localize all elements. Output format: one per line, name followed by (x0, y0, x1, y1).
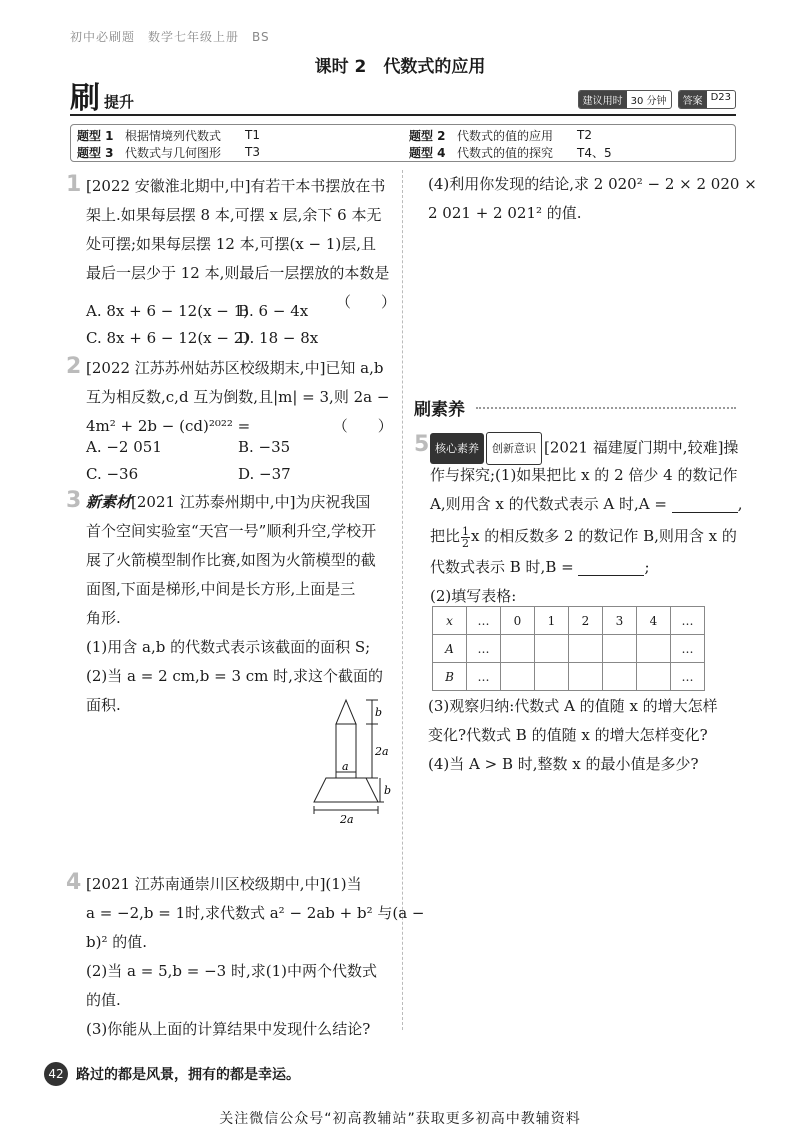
question-2-text: [2022 江苏苏州姑苏区校级期末,中]已知 a,b 互为相反数,c,d 互为倒数,且|m| = 3,则 2a − 4m² + 2b − (cd)²⁰²² = （ ） (86, 359, 393, 435)
option-b: B. 6 − 4x (238, 302, 309, 320)
table-cell-input[interactable] (603, 663, 637, 691)
table-cell-input[interactable] (535, 663, 569, 691)
value-table (432, 606, 705, 691)
bottom-note: 关注微信公众号“初高教辅站”获取更多初高中教辅资料 (219, 1111, 581, 1127)
triangle-top (336, 700, 356, 724)
page-number: 42 (44, 1062, 68, 1086)
header-rule (70, 114, 736, 116)
table-row: A … … (433, 635, 705, 663)
answer-blank-b[interactable] (578, 560, 644, 576)
time-info (578, 90, 736, 109)
lesson-title: 课时 2 代数式的应用 (314, 57, 486, 77)
question-5-continued: (3)观察归纳:代数式 A 的值随 x 的增大怎样 变化?代数式 B 的值随 x 的增大怎样变化? (4)当 A > B 时,整数 x 的最小值是多少? (428, 697, 718, 773)
fig-label-2a-base: 2a (340, 813, 354, 826)
option-a: A. −2 051 (86, 438, 162, 456)
question-number: 1 (66, 172, 82, 197)
core-literacy-badge: 核心素养 (430, 433, 484, 464)
option-d: D. −37 (238, 465, 291, 483)
fig-label-b-top: b (375, 706, 383, 719)
suggested-time: 建议用时 30 分钟 (578, 90, 672, 109)
table-cell-input[interactable] (603, 635, 637, 663)
type-row: 题型 2 代数式的值的应用 T2 (409, 128, 592, 143)
fig-label-a: a (342, 760, 349, 773)
trapezoid-bottom (314, 778, 378, 802)
question-types-box (70, 124, 736, 162)
brand-sub-title: 提升 (104, 93, 135, 111)
table-cell-input[interactable] (637, 635, 671, 663)
innovation-badge: 创新意识 (486, 432, 542, 465)
option-c: C. 8x + 6 − 12(x − 2) (86, 329, 250, 347)
fig-label-b-bottom: b (384, 784, 392, 797)
fraction-one-half: $\frac{1}{2}$ (462, 524, 470, 550)
question-number: 3 (66, 488, 82, 513)
new-material-tag: 新素材 (86, 493, 132, 511)
brand-section (70, 80, 134, 114)
answer-blank-a[interactable] (672, 497, 738, 513)
type-row: 题型 3 代数式与几何图形 T3 (77, 145, 260, 160)
table-cell-input[interactable] (535, 635, 569, 663)
brand-big-char: 刷 (70, 81, 100, 116)
table-row: x … 0 1 2 3 4 … (433, 607, 705, 635)
series-header: 初中必刷题 数学七年级上册 BS (70, 30, 270, 44)
column-divider (402, 170, 403, 1030)
table-cell-input[interactable] (569, 663, 603, 691)
option-a: A. 8x + 6 − 12(x − 1) (86, 302, 250, 320)
question-4-text: [2021 江苏南通崇川区校级期中,中](1)当 a = −2,b = 1时,求代数式 a² − 2ab + b² 与(a − b)² 的值. (2)当 a = 5,b = −3 时,求(1)中两个代数式 的值. (3)你能从上面的计算结果中发现什么结论? (86, 875, 425, 1038)
rocket-figure (296, 694, 400, 826)
question-3-text: 新素材[2021 江苏泰州期中,中]为庆祝我国 首个空间实验室“天宫一号”顺利升空,学校开 展了火箭模型制作比赛,如图为火箭模型的截 面图,下面是梯形,中间是长方形,上面是三 角形. (1)用含 a,b 的代数式表示该截面的面积 S; (2)当 a = 2 cm,b = 3 cm 时,求这个截面的 面积. (86, 493, 383, 714)
option-b: B. −35 (238, 438, 291, 456)
option-c: C. −36 (86, 465, 139, 483)
section-title-literacy: 刷素养 (414, 395, 736, 419)
footer-slogan: 路过的都是风景，拥有的都是幸运。 (76, 1067, 300, 1083)
question-number: 2 (66, 354, 82, 379)
question-number: 5 (414, 432, 430, 457)
question-1-text: [2022 安徽淮北期中,中]有若干本书摆放在书 架上.如果每层摆 8 本,可摆 x 层,余下 6 本无 处可摆;如果每层摆 12 本,可摆(x − 1)层,且 最后一层少于 12 本,则最后一层摆放的本数是 （ ） (86, 177, 396, 311)
table-row: B … … (433, 663, 705, 691)
type-row: 题型 4 代数式的值的探究 T4、5 (409, 145, 612, 160)
option-d: D. 18 − 8x (238, 329, 319, 347)
type-row: 题型 1 根据情境列代数式 T1 (77, 128, 260, 143)
table-cell-input[interactable] (569, 635, 603, 663)
question-number: 4 (66, 870, 82, 895)
answer-page: 答案 D23 (678, 90, 736, 109)
question-2-options (86, 434, 390, 488)
table-cell-input[interactable] (501, 635, 535, 663)
question-5-text: 核心素养 创新意识 [2021 福建厦门期中,较难]操 作与探究;(1)如果把比 x 的 2 倍少 4 的数记作 A,则用含 x 的代数式表示 A 时,A = , 把比 $\frac{1}{2}$ x 的相反数多 2 的数记作 B,则用含 x 的 代数式表示 B 时,B = ; (2)填写表格: (430, 432, 740, 611)
question-1-options (86, 298, 390, 352)
fig-label-2a-mid: 2a (375, 745, 389, 758)
question-4-continued: (4)利用你发现的结论,求 2 020² − 2 × 2 020 × 2 021 + 2 021² 的值. (428, 175, 757, 222)
table-cell-input[interactable] (637, 663, 671, 691)
table-cell-input[interactable] (501, 663, 535, 691)
